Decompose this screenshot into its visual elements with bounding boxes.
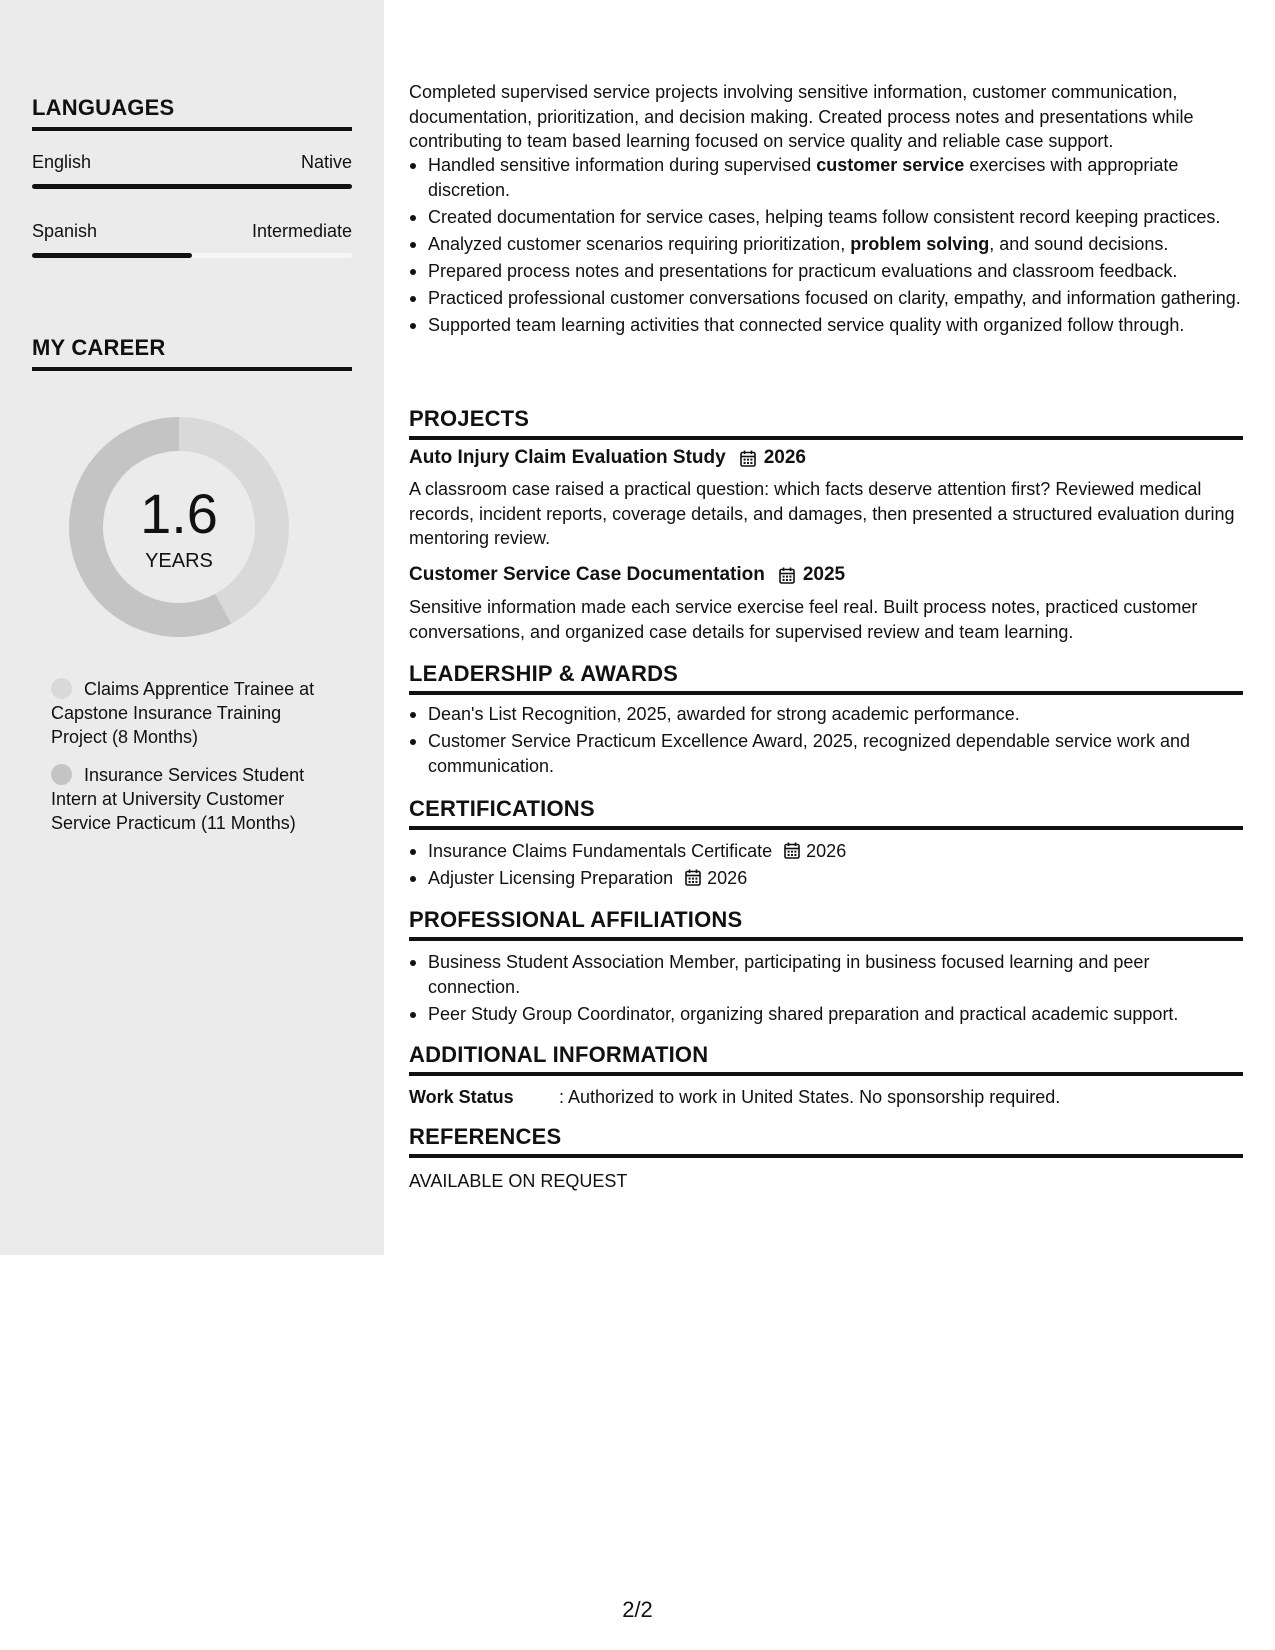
affiliations-heading: PROFESSIONAL AFFILIATIONS xyxy=(409,907,1243,941)
project-description: A classroom case raised a practical question: which facts deserve attention first? Reviewed medical records, incident reports, coverage details, and damages, then presented a structured evaluation during mentoring review. xyxy=(409,479,1235,548)
work-status-label: Work Status xyxy=(409,1087,514,1107)
additional-info-heading: ADDITIONAL INFORMATION xyxy=(409,1042,1243,1076)
language-english-bar xyxy=(32,184,352,189)
career-item-text: Insurance Services Student Intern at University Customer Service Practicum (11 Months) xyxy=(51,765,305,833)
projects-heading: PROJECTS xyxy=(409,406,1243,440)
language-spanish xyxy=(32,221,352,242)
certification-item: Insurance Claims Fundamentals Certificate 2026 xyxy=(409,839,1243,864)
career-total-value: 1.6 xyxy=(140,482,218,545)
project-title: Customer Service Case Documentation 2025 xyxy=(409,564,846,585)
language-spanish-bar xyxy=(32,253,352,258)
leadership-list xyxy=(409,702,1243,781)
language-english xyxy=(32,152,352,173)
references-text: AVAILABLE ON REQUEST xyxy=(409,1171,628,1191)
career-donut-chart xyxy=(66,414,292,640)
calendar-icon xyxy=(784,842,800,859)
career-item xyxy=(51,763,341,835)
career-legend-dot xyxy=(51,678,72,699)
language-name: Spanish xyxy=(32,221,98,241)
experience-bullet: Prepared process notes and presentations for practicum evaluations and classroom feedback. xyxy=(409,259,1243,284)
leadership-item: Customer Service Practicum Excellence Award, 2025, recognized dependable service work and communication. xyxy=(409,729,1243,778)
leadership-item: Dean's List Recognition, 2025, awarded for strong academic performance. xyxy=(409,702,1243,727)
leadership-heading: LEADERSHIP & AWARDS xyxy=(409,661,1243,695)
affiliation-item: Peer Study Group Coordinator, organizing shared preparation and practical academic support. xyxy=(409,1002,1243,1027)
calendar-icon xyxy=(779,567,795,584)
certification-item: Adjuster Licensing Preparation 2026 xyxy=(409,866,1243,891)
career-item-text: Claims Apprentice Trainee at Capstone Insurance Training Project (8 Months) xyxy=(51,679,315,747)
languages-heading: LANGUAGES xyxy=(32,95,352,131)
career-legend-dot xyxy=(51,764,72,785)
experience-bullets xyxy=(409,153,1243,340)
certifications-list xyxy=(409,839,1243,893)
experience-bullet: Supported team learning activities that connected service quality with organized follow through. xyxy=(409,313,1243,338)
project-year: 2026 xyxy=(763,447,806,468)
experience-bullet: Created documentation for service cases, helping teams follow consistent record keeping practices. xyxy=(409,205,1243,230)
experience-bullet: Analyzed customer scenarios requiring prioritization, problem solving, and sound decisions. xyxy=(409,232,1243,257)
calendar-icon xyxy=(740,450,756,467)
language-name: English xyxy=(32,152,92,172)
certification-year: 2026 xyxy=(806,841,847,861)
career-total-unit: YEARS xyxy=(145,550,213,572)
work-status-value: : Authorized to work in United States. No sponsorship required. xyxy=(559,1087,1061,1107)
certification-year: 2026 xyxy=(707,868,748,888)
affiliation-item: Business Student Association Member, participating in business focused learning and peer connection. xyxy=(409,950,1243,999)
project-year: 2025 xyxy=(802,564,846,585)
affiliations-list xyxy=(409,950,1243,1029)
calendar-icon xyxy=(685,869,701,886)
certifications-heading: CERTIFICATIONS xyxy=(409,796,1243,830)
references-heading: REFERENCES xyxy=(409,1124,1243,1158)
work-status-row xyxy=(409,1087,1243,1108)
language-english-bar-fill xyxy=(32,184,352,189)
career-item xyxy=(51,677,341,749)
project-description: Sensitive information made each service exercise feel real. Built process notes, practiced customer conversations, and organized case details for supervised review and team learning. xyxy=(409,597,1198,642)
page-number: 2/2 xyxy=(622,1597,653,1622)
sidebar xyxy=(0,0,384,1255)
language-level: Native xyxy=(300,152,352,172)
language-spanish-bar-fill xyxy=(32,253,192,258)
experience-summary: Completed supervised service projects involving sensitive information, customer communication, documentation, prioritization, and decision making. Created process notes and presentations while contributing to team based learning focused on service quality and reliable case support. xyxy=(409,82,1194,151)
career-heading: MY CAREER xyxy=(32,335,352,371)
experience-bullet: Practiced professional customer conversations focused on clarity, empathy, and information gathering. xyxy=(409,286,1243,311)
project-title: Auto Injury Claim Evaluation Study 2026 xyxy=(409,447,806,468)
experience-bullet: Handled sensitive information during supervised customer service exercises with appropriate discretion. xyxy=(409,153,1243,202)
language-level: Intermediate xyxy=(251,221,352,241)
